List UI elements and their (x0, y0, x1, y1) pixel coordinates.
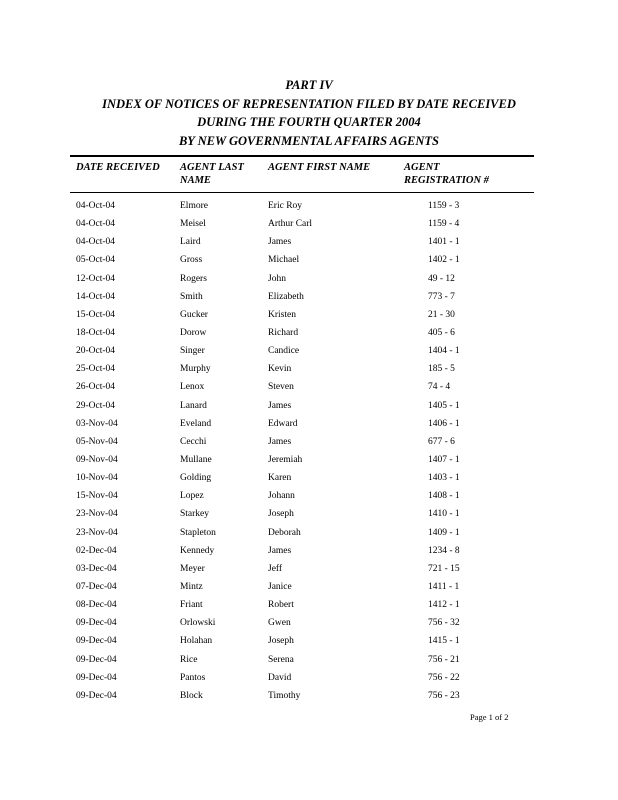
cell-agent-registration: 1402 - 1 (428, 255, 460, 266)
table-row (0, 489, 618, 507)
cell-agent-registration: 1234 - 8 (428, 545, 460, 556)
cell-agent-last-name: Lopez (180, 491, 204, 502)
table-row (0, 326, 618, 344)
cell-date-received: 03-Dec-04 (76, 563, 117, 574)
cell-agent-registration: 1403 - 1 (428, 473, 460, 484)
table-row (0, 507, 618, 525)
table-row (0, 308, 618, 326)
cell-agent-last-name: Lenox (180, 382, 205, 393)
table-row (0, 689, 618, 707)
cell-date-received: 04-Oct-04 (76, 201, 116, 211)
cell-agent-last-name: Smith (180, 291, 203, 302)
cell-agent-first-name: Gwen (268, 618, 291, 629)
table-row (0, 634, 618, 652)
cell-agent-last-name: Lanard (180, 400, 207, 411)
cell-agent-last-name: Golding (180, 473, 212, 484)
cell-date-received: 02-Dec-04 (76, 545, 117, 556)
cell-date-received: 09-Dec-04 (76, 672, 117, 683)
cell-agent-last-name: Holahan (180, 636, 213, 647)
cell-agent-last-name: Eveland (180, 418, 212, 429)
header-agent-registration-line2: REGISTRATION # (404, 174, 489, 186)
cell-date-received: 09-Dec-04 (76, 690, 117, 701)
cell-date-received: 09-Dec-04 (76, 654, 117, 665)
cell-agent-first-name: Johann (268, 491, 295, 502)
cell-agent-registration: 677 - 6 (428, 436, 455, 447)
cell-agent-last-name: Starkey (180, 509, 210, 520)
cell-date-received: 29-Oct-04 (76, 400, 116, 411)
table-row (0, 380, 618, 398)
header-agent-registration-line1: AGENT (404, 162, 440, 173)
cell-agent-registration: 756 - 23 (428, 690, 460, 701)
table-row (0, 199, 618, 217)
cell-agent-first-name: Jeremiah (268, 454, 303, 465)
cell-agent-registration: 1401 - 1 (428, 237, 460, 248)
cell-agent-first-name: Timothy (268, 690, 301, 701)
table-row (0, 653, 618, 671)
cell-agent-last-name: Friant (180, 600, 203, 611)
cell-agent-first-name: Elizabeth (268, 291, 304, 302)
cell-agent-first-name: Janice (268, 581, 292, 592)
cell-agent-last-name: Mintz (180, 581, 203, 592)
cell-agent-first-name: James (268, 400, 292, 411)
cell-agent-first-name: Eric Roy (268, 201, 303, 211)
cell-agent-last-name: Mullane (180, 454, 212, 465)
cell-agent-registration: 1409 - 1 (428, 527, 460, 538)
table-row (0, 562, 618, 580)
table-row (0, 362, 618, 380)
cell-date-received: 05-Nov-04 (76, 436, 118, 447)
cell-agent-first-name: Joseph (268, 636, 294, 647)
cell-agent-last-name: Meyer (180, 563, 205, 574)
cell-agent-last-name: Gucker (180, 309, 208, 320)
cell-date-received: 12-Oct-04 (76, 273, 116, 284)
cell-agent-registration: 1410 - 1 (428, 509, 460, 520)
cell-agent-last-name: Stapleton (180, 527, 216, 538)
cell-agent-last-name: Block (180, 690, 203, 701)
cell-agent-registration: 185 - 5 (428, 364, 455, 375)
cell-agent-first-name: Arthur Carl (268, 219, 313, 230)
cell-date-received: 04-Oct-04 (76, 219, 116, 230)
cell-agent-first-name: James (268, 545, 292, 556)
cell-agent-last-name: Murphy (180, 364, 211, 375)
cell-agent-registration: 1405 - 1 (428, 400, 460, 411)
cell-agent-first-name: Candice (268, 346, 300, 357)
title-quarter-line: DURING THE FOURTH QUARTER 2004 (197, 115, 421, 129)
table-row (0, 417, 618, 435)
cell-date-received: 09-Dec-04 (76, 636, 117, 647)
header-date-received: DATE RECEIVED (76, 162, 160, 173)
table-row (0, 453, 618, 471)
table-row (0, 526, 618, 544)
cell-agent-first-name: John (268, 273, 286, 284)
header-agent-last-name-line2: NAME (180, 174, 211, 186)
table-row (0, 217, 618, 235)
table-row (0, 235, 618, 253)
cell-agent-registration: 1159 - 3 (428, 201, 460, 211)
cell-agent-registration: 756 - 22 (428, 672, 460, 683)
cell-date-received: 15-Nov-04 (76, 491, 118, 502)
title-index-line: INDEX OF NOTICES OF REPRESENTATION FILED BY DATE RECEIVED (102, 96, 516, 111)
cell-agent-last-name: Elmore (180, 201, 208, 211)
header-bottom-rule (70, 192, 534, 193)
cell-agent-registration: 756 - 21 (428, 654, 460, 665)
cell-agent-first-name: Kristen (268, 309, 296, 320)
cell-agent-registration: 1407 - 1 (428, 454, 460, 465)
cell-agent-registration: 1408 - 1 (428, 491, 460, 502)
cell-date-received: 08-Dec-04 (76, 600, 117, 611)
cell-agent-registration: 1406 - 1 (428, 418, 460, 429)
cell-agent-last-name: Laird (180, 237, 201, 248)
header-agent-registration (404, 162, 489, 187)
cell-date-received: 14-Oct-04 (76, 291, 116, 302)
table-row (0, 671, 618, 689)
cell-agent-first-name: Serena (268, 654, 294, 665)
cell-agent-registration: 1411 - 1 (428, 581, 460, 592)
cell-agent-last-name: Orlowski (180, 618, 216, 629)
cell-date-received: 25-Oct-04 (76, 364, 116, 375)
table-row (0, 580, 618, 598)
table-row (0, 598, 618, 616)
table-row (0, 616, 618, 634)
cell-agent-first-name: Joseph (268, 509, 294, 520)
header-top-rule (70, 155, 534, 157)
cell-date-received: 09-Nov-04 (76, 454, 118, 465)
cell-date-received: 03-Nov-04 (76, 418, 118, 429)
header-agent-last-name (180, 162, 244, 187)
cell-agent-registration: 721 - 15 (428, 563, 460, 574)
cell-date-received: 15-Oct-04 (76, 309, 116, 320)
table-body (0, 199, 618, 707)
table-header (0, 162, 618, 192)
cell-date-received: 23-Nov-04 (76, 509, 118, 520)
table-row (0, 435, 618, 453)
cell-agent-registration: 1159 - 4 (428, 219, 460, 230)
cell-agent-registration: 1412 - 1 (428, 600, 460, 611)
cell-agent-registration: 773 - 7 (428, 291, 455, 302)
cell-date-received: 18-Oct-04 (76, 327, 116, 338)
document-title (0, 76, 618, 150)
cell-agent-last-name: Rice (180, 654, 198, 665)
cell-agent-first-name: Jeff (268, 563, 283, 574)
cell-agent-first-name: Deborah (268, 527, 301, 538)
cell-agent-first-name: Edward (268, 418, 298, 429)
table-row (0, 272, 618, 290)
cell-agent-registration: 49 - 12 (428, 273, 455, 284)
cell-agent-last-name: Gross (180, 255, 203, 266)
cell-agent-first-name: David (268, 672, 292, 683)
table-row (0, 471, 618, 489)
cell-date-received: 04-Oct-04 (76, 237, 116, 248)
cell-date-received: 20-Oct-04 (76, 346, 116, 357)
table-row (0, 344, 618, 362)
cell-agent-first-name: James (268, 237, 292, 248)
cell-agent-registration: 21 - 30 (428, 309, 455, 320)
title-agents-line: BY NEW GOVERNMENTAL AFFAIRS AGENTS (178, 133, 440, 148)
cell-date-received: 07-Dec-04 (76, 581, 117, 592)
cell-date-received: 05-Oct-04 (76, 255, 116, 266)
header-agent-first-name: AGENT FIRST NAME (268, 162, 371, 173)
cell-agent-first-name: Steven (268, 382, 294, 393)
cell-agent-first-name: Robert (268, 600, 294, 611)
cell-agent-first-name: Richard (268, 327, 299, 338)
table-row (0, 399, 618, 417)
cell-agent-registration: 1404 - 1 (428, 346, 460, 357)
cell-agent-first-name: Michael (268, 255, 300, 266)
cell-agent-last-name: Meisel (180, 219, 206, 230)
cell-agent-first-name: James (268, 436, 292, 447)
cell-date-received: 26-Oct-04 (76, 382, 116, 393)
cell-date-received: 23-Nov-04 (76, 527, 118, 538)
cell-date-received: 10-Nov-04 (76, 473, 118, 484)
cell-agent-last-name: Rogers (180, 273, 207, 284)
cell-agent-last-name: Dorow (180, 327, 207, 338)
cell-agent-first-name: Kevin (268, 364, 292, 375)
cell-agent-registration: 756 - 32 (428, 618, 460, 629)
cell-agent-last-name: Pantos (180, 672, 206, 683)
cell-date-received: 09-Dec-04 (76, 618, 117, 629)
cell-agent-last-name: Singer (180, 346, 205, 357)
table-row (0, 544, 618, 562)
cell-agent-first-name: Karen (268, 473, 292, 484)
page-number: Page 1 of 2 (470, 712, 509, 722)
table-row (0, 290, 618, 308)
title-part: PART IV (285, 78, 333, 92)
cell-agent-registration: 74 - 4 (428, 382, 451, 393)
header-agent-last-name-line1: AGENT LAST (180, 162, 244, 173)
cell-agent-last-name: Cecchi (180, 436, 207, 447)
cell-agent-registration: 405 - 6 (428, 327, 455, 338)
cell-agent-registration: 1415 - 1 (428, 636, 460, 647)
cell-agent-last-name: Kennedy (180, 545, 215, 556)
table-row (0, 253, 618, 271)
